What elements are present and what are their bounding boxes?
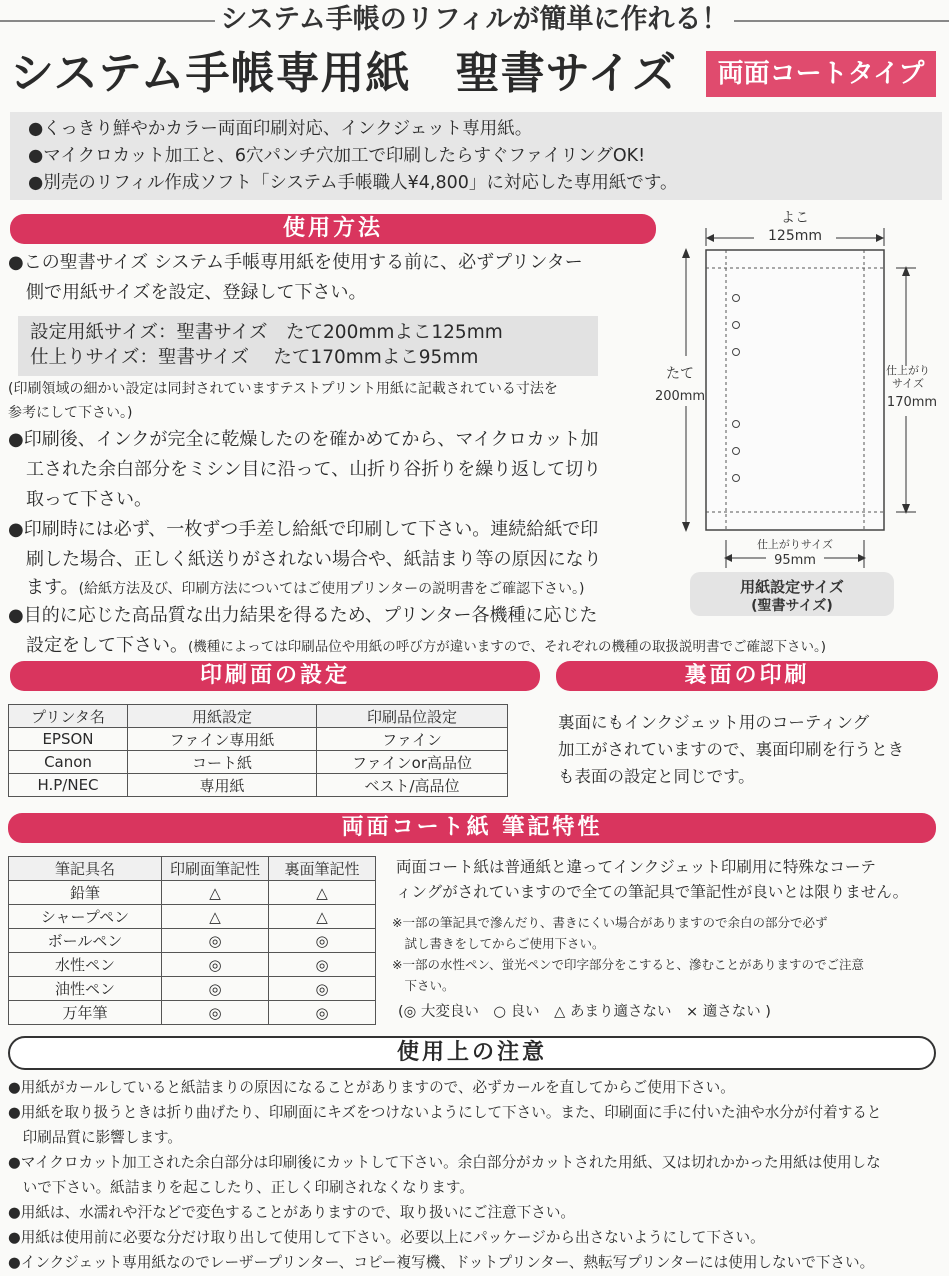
usage-text-small: (給紙方法及び、印刷方法についてはご使用プリンターの説明書をご確認下さい。) [78,581,585,597]
usage-text [8,631,826,662]
table-cell: ◎ [269,977,376,1001]
writing-note: ※一部の水性ペン、蛍光ペンで印字部分をこすると、滲むことがありますのでご注意 [392,957,864,972]
usage-text: ●目的に応じた高品質な出力結果を得るため、プリンター各機種に応じた [8,605,598,626]
table-cell: ファイン [317,728,508,751]
table-cell: 水性ペン [9,953,162,977]
writing-desc-line: 両面コート紙は普通紙と違ってインクジェット印刷用に特殊なコーテ [396,858,876,876]
usage-note: 参考にして下さい。) [8,405,133,421]
table-cell: 鉛筆 [9,881,162,905]
usage-text: ●この聖書サイズ システム手帳専用紙を使用する前に、必ずプリンター [8,252,583,273]
table-row [9,905,376,929]
top-banner: システム手帳のリフィルが簡単に作れる！ [0,0,949,40]
usage-text: 取って下さい。 [8,489,152,510]
back-print-text [558,709,904,790]
table-row [9,953,376,977]
writing-note: ※一部の筆記具で滲んだり、書きにくい場合がありますので余白の部分で必ず [392,915,828,930]
dim-top-value: 125mm [768,228,822,244]
usage-text: ●印刷時には必ず、一枚ずつ手差し給紙で印刷して下さい。連続給紙で印 [8,519,599,540]
print-settings-table [8,704,508,797]
writing-description [396,855,908,905]
table-cell: ◎ [269,1001,376,1025]
table-cell: 万年筆 [9,1001,162,1025]
page-title: システム手帳専用紙 聖書サイズ [10,48,678,99]
table-cell: ◎ [162,929,269,953]
table-row [9,728,508,751]
column-header: 用紙設定 [128,705,317,728]
table-row [9,1001,376,1025]
writing-note: 試し書きをしてからご使用下さい。 [392,936,605,951]
back-print-heading: 裏面の印刷 [556,661,938,691]
column-header: 印刷面筆記性 [162,857,269,881]
table-cell: ボールペン [9,929,162,953]
writing-note: 下さい。 [392,978,455,993]
writing-legend: (◎ 大変良い ○ 良い △ あまり適さない × 適さない ) [398,1004,771,1020]
setting-size: 設定用紙サイズ：聖書サイズ たて200mmよこ125mm [30,322,503,343]
table-cell: △ [269,881,376,905]
table-row [9,751,508,774]
table-cell: △ [162,881,269,905]
usage-heading: 使用方法 [10,214,656,244]
dim-right-value: 170mm [886,395,938,410]
dim-bottom-value: 95mm [774,553,816,568]
table-cell: H.P/NEC [9,774,128,797]
intro-box [10,112,942,200]
column-header: 印刷品位設定 [317,705,508,728]
usage-note: (印刷領域の細かい設定は同封されていますテストプリント用紙に記載されている寸法を [8,381,558,397]
usage-text: ●印刷後、インクが完全に乾燥したのを確かめてから、マイクロカット加 [8,429,599,450]
dim-right-label1: 仕上がり [886,364,930,377]
column-header: 筆記具名 [9,857,162,881]
table-cell: ◎ [269,929,376,953]
caution-line: いで下さい。紙詰まりを起こしたり、正しく印刷されなくなります。 [8,1179,474,1196]
finish-size: 仕上りサイズ：聖書サイズ たて170mmよこ95mm [30,347,479,368]
table-cell: ◎ [162,953,269,977]
table-cell: シャープペン [9,905,162,929]
writing-desc-line: ィングがされていますので全ての筆記具で筆記性が良いとは限りません。 [396,883,909,901]
table-row [9,929,376,953]
type-badge: 両面コートタイプ [706,51,936,97]
size-settings-box [18,316,598,376]
writing-table [8,856,376,1025]
intro-line: ●くっきり鮮やかカラー両面印刷対応、インクジェット専用紙。 [28,119,533,139]
table-cell: 専用紙 [128,774,317,797]
caution-line: ●用紙を取り扱うときは折り曲げたり、印刷面にキズをつけないようにして下さい。また、印刷面に手に付いた油や水分が付着すると [8,1104,882,1121]
caution-heading: 使用上の注意 [8,1036,936,1070]
caution-line: ●用紙は、水濡れや汗などで変色することがありますので、取り扱いにご注意下さい。 [8,1204,576,1221]
print-settings-heading: 印刷面の設定 [10,661,540,691]
table-cell: ベスト/高品位 [317,774,508,797]
dim-left-label: たて [666,366,694,382]
writing-notes [392,912,864,996]
back-print-line: も表面の設定と同じです。 [558,767,755,786]
usage-text-main: ます。 [8,577,79,598]
table-cell: △ [269,905,376,929]
back-print-line: 裏面にもインクジェット用のコーティング [558,713,870,732]
caution-line: ●用紙は使用前に必要な分だけ取り出して使用して下さい。必要以上にパッケージから出さないようにして下さい。 [8,1229,765,1246]
column-header: 裏面筆記性 [269,857,376,881]
table-cell: コート紙 [128,751,317,774]
table-row [9,774,508,797]
table-cell: ファイン専用紙 [128,728,317,751]
table-cell: ◎ [269,953,376,977]
intro-line: ●マイクロカット加工と、6穴パンチ穴加工で印刷したらすぐファイリングOK! [28,146,646,166]
paper-size-diagram [654,206,940,626]
table-row [9,977,376,1001]
caution-line: ●インクジェット専用紙なのでレーザープリンター、コピー複写機、ドットプリンター、熱転写プリンターには使用しないで下さい。 [8,1254,875,1271]
column-header: プリンタ名 [9,705,128,728]
diagram-caption-sub: (聖書サイズ) [751,598,833,614]
caution-line: 印刷品質に影響します。 [8,1129,182,1146]
table-cell: Canon [9,751,128,774]
usage-text-main: 設定をして下さい。 [8,635,188,656]
table-cell: ◎ [162,1001,269,1025]
usage-text-small: (機種によっては印刷品位や用紙の呼び方が違いますので、それぞれの機種の取扱説明書でご確認下さい。) [188,639,827,655]
table-cell: ◎ [162,977,269,1001]
table-cell: EPSON [9,728,128,751]
writing-heading: 両面コート紙 筆記特性 [8,813,936,843]
intro-line: ●別売のリフィル作成ソフト「システム手帳職人¥4,800」に対応した専用紙です。 [28,173,678,193]
usage-text: 側で用紙サイズを設定、登録して下さい。 [8,282,367,303]
table-cell: △ [162,905,269,929]
usage-text [8,573,585,604]
table-cell: ファインor高品位 [317,751,508,774]
dim-top-label: よこ [781,210,809,226]
caution-line: ●用紙がカールしていると紙詰まりの原因になることがありますので、必ずカールを直してからご使用下さい。 [8,1079,735,1096]
usage-text: 工された余白部分をミシン目に沿って、山折り谷折りを繰り返して切り [8,459,602,480]
diagram-caption: 用紙設定サイズ [740,578,844,596]
caution-line: ●マイクロカット加工された余白部分は印刷後にカットして下さい。余白部分がカットされた用紙、又は切れかかった用紙は使用しな [8,1154,881,1171]
dim-right-label2: サイズ [891,377,925,390]
table-cell: 油性ペン [9,977,162,1001]
table-row [9,881,376,905]
usage-text: 刷した場合、正しく紙送りがされない場合や、紙詰まり等の原因になり [8,549,602,570]
dim-left-value: 200mm [654,389,706,404]
dim-bottom-label: 仕上がりサイズ [756,538,834,551]
back-print-line: 加工がされていますので、裏面印刷を行うとき [558,740,905,759]
